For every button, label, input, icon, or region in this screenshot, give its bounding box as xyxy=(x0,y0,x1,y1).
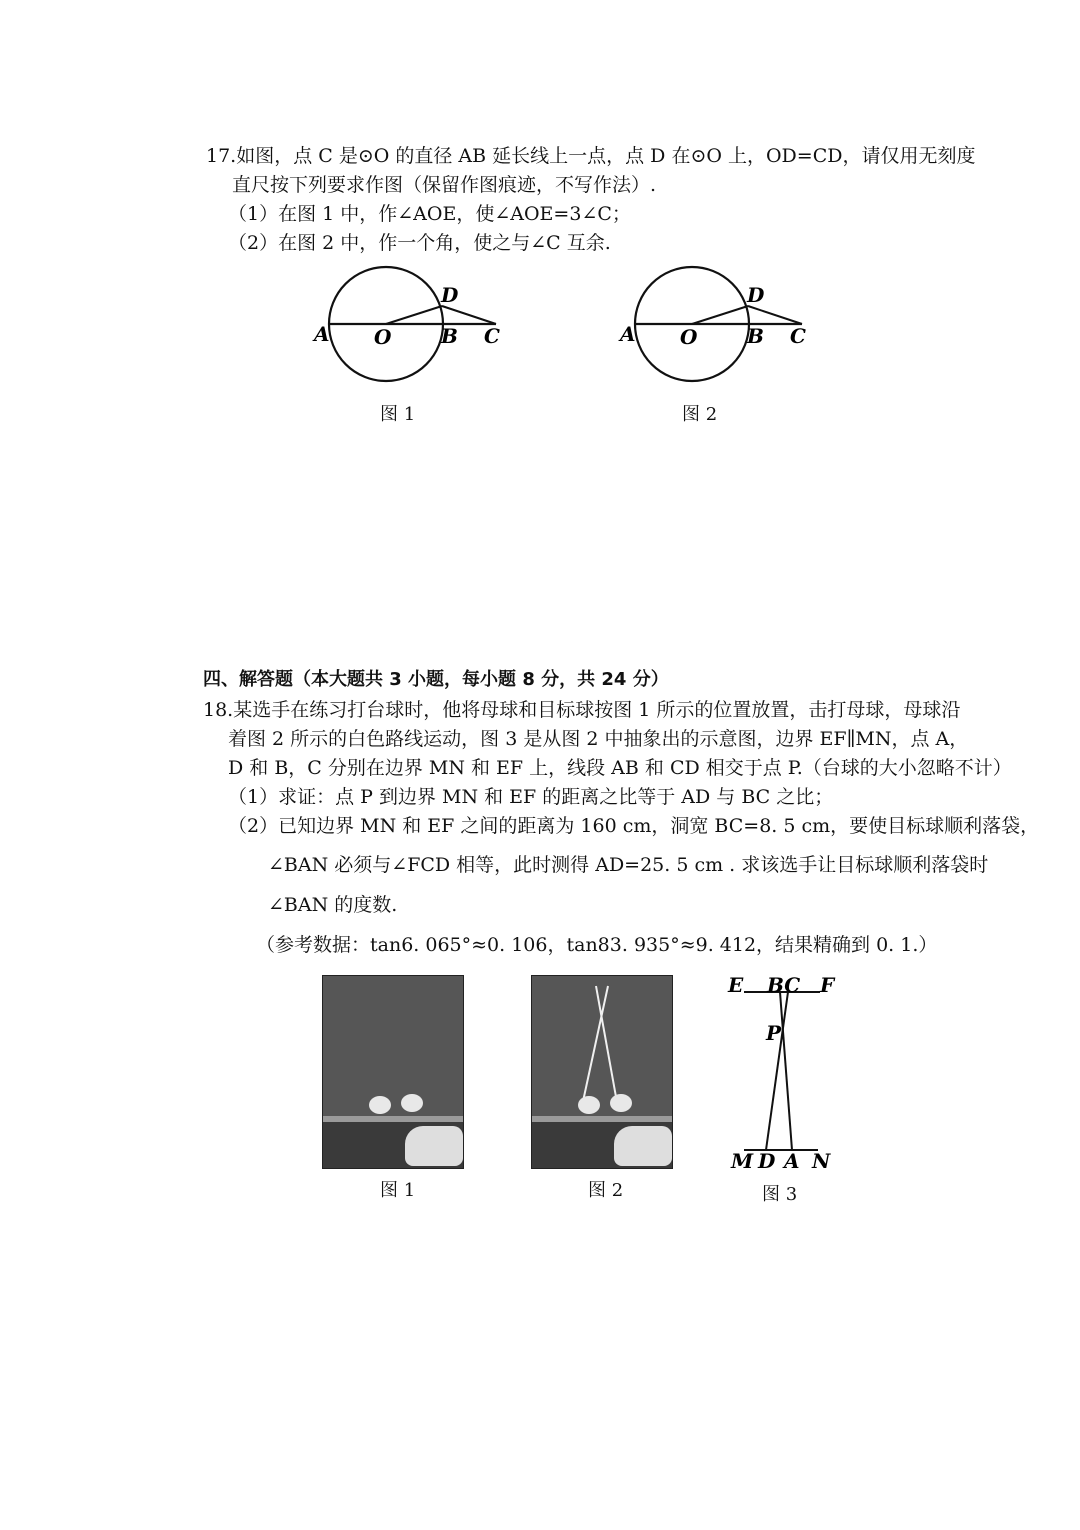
label-b: B xyxy=(747,324,764,348)
label-d: D xyxy=(441,283,459,307)
label-d: D xyxy=(747,283,765,307)
label-bc: BC xyxy=(767,973,801,997)
q18-stem-line3: D 和 B，C 分别在边界 MN 和 EF 上，线段 AB 和 CD 相交于点 P.（台球的大小忽略不计） xyxy=(228,757,1012,779)
billiards-photo-1 xyxy=(322,975,464,1169)
target-ball xyxy=(610,1094,632,1112)
q17-part1: （1）在图 1 中，作∠AOE，使∠AOE=3∠C； xyxy=(228,203,631,225)
q17-fig1-caption: 图 1 xyxy=(380,404,416,425)
target-ball xyxy=(401,1094,423,1112)
label-n: N xyxy=(812,1149,831,1173)
label-f: F xyxy=(820,973,835,997)
segment-od xyxy=(692,306,748,324)
q17-stem-line2: 直尺按下列要求作图（保留作图痕迹，不写作法）. xyxy=(232,174,657,196)
q17-fig2-caption: 图 2 xyxy=(682,404,718,425)
cue-ball xyxy=(578,1096,600,1114)
label-p: P xyxy=(766,1021,782,1045)
segment-ab xyxy=(780,992,792,1150)
q18-part2-line1: （2）已知边界 MN 和 EF 之间的距离为 160 cm，洞宽 BC=8. 5 cm，要使目标球顺利落袋， xyxy=(228,815,1040,837)
label-c: C xyxy=(484,324,500,348)
label-d: D xyxy=(758,1149,776,1173)
q18-part2-line2: ∠BAN 必须与∠FCD 相等，此时测得 AD=25. 5 cm . 求该选手让目标球顺利落袋时 xyxy=(268,854,989,876)
q18-fig2-caption: 图 2 xyxy=(588,1180,624,1201)
q18-part2-line3: ∠BAN 的度数. xyxy=(268,894,398,916)
cue-ball xyxy=(369,1096,391,1114)
q17-stem-line1: 17.如图，点 C 是⊙O 的直径 AB 延长线上一点，点 D 在⊙O 上，OD=CD，请仅用无刻度 xyxy=(206,145,976,167)
q17-figure-2 xyxy=(616,262,826,392)
segment-dc xyxy=(748,306,802,324)
label-m: M xyxy=(731,1149,754,1173)
q18-reference-data: （参考数据：tan6. 065°≈0. 106，tan83. 935°≈9. 412，结果精确到 0. 1.） xyxy=(256,934,938,956)
q17-figure-1 xyxy=(310,262,520,392)
q18-stem-line1: 18.某选手在练习打台球时，他将母球和目标球按图 1 所示的位置放置，击打母球，母球沿 xyxy=(203,699,961,721)
label-e: E xyxy=(728,973,744,997)
label-b: B xyxy=(441,324,458,348)
q18-fig3-caption: 图 3 xyxy=(762,1184,798,1205)
label-a: A xyxy=(784,1149,800,1173)
billiards-photo-2 xyxy=(531,975,673,1169)
q18-fig1-caption: 图 1 xyxy=(380,1180,416,1201)
q17-part2: （2）在图 2 中，作一个角，使之与∠C 互余. xyxy=(228,232,611,254)
segment-od xyxy=(386,306,442,324)
label-o: O xyxy=(374,325,392,349)
segment-dc xyxy=(766,992,788,1150)
label-a: A xyxy=(314,322,330,346)
label-a: A xyxy=(620,322,636,346)
section-heading: 四、解答题（本大题共 3 小题，每小题 8 分，共 24 分） xyxy=(203,669,669,690)
q18-schematic-figure-3 xyxy=(726,970,842,1174)
label-o: O xyxy=(680,325,698,349)
q18-part1: （1）求证：点 P 到边界 MN 和 EF 的距离之比等于 AD 与 BC 之比； xyxy=(228,786,834,808)
hand xyxy=(405,1126,463,1166)
segment-dc xyxy=(442,306,496,324)
label-c: C xyxy=(790,324,806,348)
hand xyxy=(614,1126,672,1166)
q18-stem-line2: 着图 2 所示的白色路线运动，图 3 是从图 2 中抽象出的示意图，边界 EF∥MN，点 A， xyxy=(228,728,969,750)
